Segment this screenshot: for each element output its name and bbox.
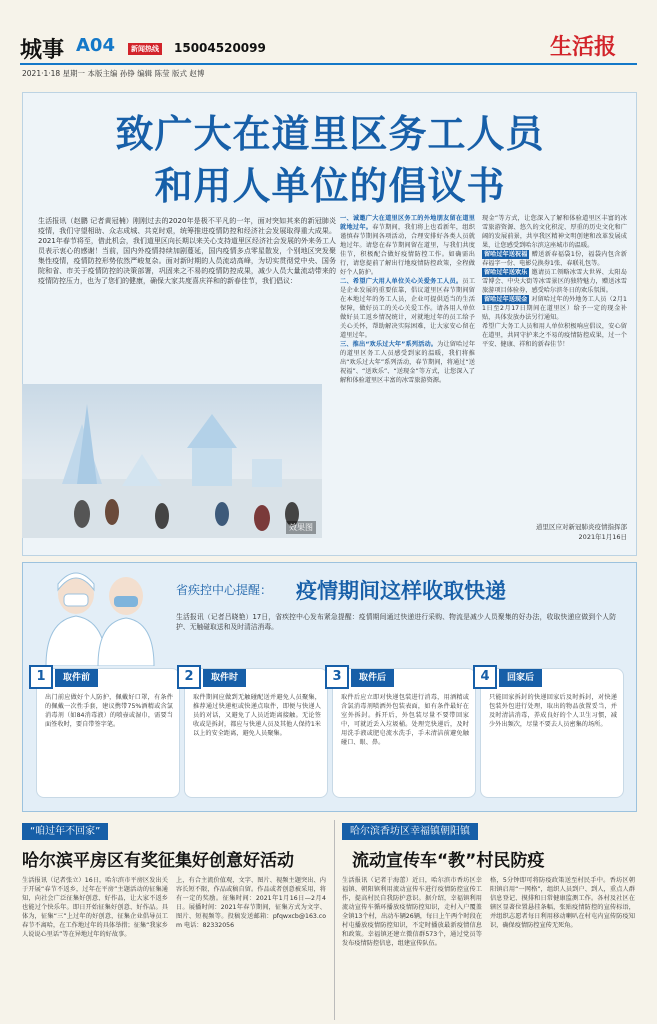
step-number: 4 — [473, 665, 497, 689]
header-rule — [20, 63, 637, 65]
bottom-left-headline: 哈尔滨平房区有奖征集好创意好活动 — [22, 851, 294, 871]
step-card-4 — [480, 668, 624, 798]
newspaper-logo: 生活报 — [550, 34, 617, 60]
bottom-right-kicker: 哈尔滨香坊区幸福镇朝阳镇 — [342, 823, 478, 840]
signature-org: 道里区应对新冠肺炎疫情指挥部 — [536, 523, 627, 531]
col3-paragraph-5: 希望广大务工人员和用人单位积极响应倡议，安心留在道里，共同守护来之不易的疫情防控成果，过一个平安、健康、祥和的新春佳节！ — [482, 323, 627, 348]
headline-line-1: 致广大在道里区务工人员 — [115, 112, 545, 156]
proposal-heading-3: 三、推出“欢乐过大年”系列活动。 — [340, 341, 438, 348]
step-card-3 — [332, 668, 476, 798]
rendering-photo — [22, 384, 322, 538]
step-text: 取件期间应做到无触碰配送并避免人员聚集，推荐通过快递柜或快递点取件，即便与快递人员的对话，又避免了人员近距离接触。无论签收或是拆封，都应与快递人员及其他人保持1米以上的安全距离，避免人员聚集。 — [193, 694, 321, 737]
step-text: 取件后应立即对快递包装进行消毒，用酒精或含氯消毒剂喷洒外包装表面，如有条件最好在室外拆封。拆开后，外包装尽量不要带回家中，可就近丢入垃圾桶。处理完快递后，及时用洗手液或肥皂流水洗手，手未清洁前避免触碰口、眼、鼻。 — [341, 694, 469, 746]
col3-paragraph-3: 邀请员工领略冰雪大世界、太阳岛雪博会、中央大街等冰雪景区的独特魅力，赠送冰雪旅游项目体验券，感受哈尔滨冬日的欢乐氛围。 — [482, 269, 627, 294]
step-text: 出门前应做好个人防护，佩戴好口罩，有条件的佩戴一次性手套，建议携带75%酒精或含氯消毒剂（如84消毒液）的喷壶或湿巾，需要当面签收时，要自带签字笔。 — [45, 694, 173, 728]
section-title: 城事 — [20, 38, 65, 63]
step-label: 回家后 — [499, 669, 542, 687]
middle-kicker: 省疾控中心提醒： — [176, 583, 273, 597]
step-card-1 — [36, 668, 180, 798]
intro-paragraph: 生活报讯（赵鹏 记者黄冠楠）刚刚过去的2020年是极不平凡的一年，面对突如其来的新冠肺炎疫情，我们守望相助、众志成城、共克时艰，统筹推进疫情防控和经济社会发展取得重大成果。2021年春节将至，借此机会，我们道里区向长期以来关心支持道里区经济社会发展的外来务工人员表示衷心的感谢！当前，国内外疫情持续加剧蔓延，国内疫情多点零星散发，个别地区突发聚集性疫情，疫情防控形势依然严峻复杂。面对新时期的人员流动高峰，为切实贯彻党中央、国务院和省、市关于疫情防控的决策部署，巩固来之不易的疫情防控成果，减少人员大量流动带来的疫情防控压力，也为了您们的健康，确保大家共度喜庆祥和的新春佳节，我们倡议： — [38, 217, 336, 285]
middle-lead: 生活报讯（记者吕晓艳）17日，省疾控中心发布紧急提醒：疫情期间通过快递进行采购、物流是减少人员聚集的好办法，收取快递应做到个人防护、无触碰取送和及时清洁消毒。 — [176, 613, 616, 631]
proposal-heading-2: 二、希望广大用人单位关心关爱务工人员。 — [340, 278, 463, 285]
main-headline — [70, 108, 590, 212]
hotline-badge: 新闻热线 — [128, 43, 162, 55]
step-number: 1 — [29, 665, 53, 689]
step-text: 只能回家拆封的快递回家后及时拆封，对快递包装外包进行处理，取出的物品放置妥当，并及时清洁消毒，养成良好的个人卫生习惯，减少外出频次，尽量不要去人员密集的场所。 — [489, 694, 617, 728]
step-label: 取件前 — [55, 669, 98, 687]
bottom-left-column-1: 生活报讯（记者张立）16日，哈尔滨市平房区发出关于开展“春节不返乡，过年在平房”主题活动的征集通知，向社会广泛征集好创意、好作品，让大家不返乡也能过个快乐年。即日开始征集好创意、好作品。具体为，征集“三”上过年的好创意，征集企业倡导员工春节不离哈，在工作地过年的具体举措；征集“我家乡人说说心里话”等在异地过年的好故事。 — [22, 877, 168, 938]
proposal-body-3: 为让留哈过年的道里区务工人员感受到家的温暖，我们将推出“欢乐过大年”系列活动，春节期间，将通过“送祝福”、“送欢乐”、“送现金”等方式，让您深入了解和体验道里区丰富的冰雪旅游资源。 — [340, 341, 475, 384]
column-divider — [334, 820, 335, 1020]
bottom-right-headline: 流动宣传车“教”村民防疫 — [352, 851, 545, 871]
signature-date: 2021年1月16日 — [578, 533, 627, 541]
tag-send-cash: 留哈过年送现金 — [484, 296, 528, 303]
hotline-phone: 15004520099 — [174, 41, 266, 55]
step-number: 2 — [177, 665, 201, 689]
proposal-body-1: 春节期间，我们将上也看新年，组织谨慎春节期间各项活动，合理安排好各类人员就地过年。请您在春节期间留在道里，与我们共度佳节，积极配合做好疫情防控工作。如确需出行，请您提前了解出行地疫情防控政策，全程做好个人防护。 — [340, 224, 475, 276]
proposal-body-2: 员工是企业发展的重要依靠，倡议道里区春节期间留在本地过年的务工人员，企业可提供适当的生活保障，做好员工的关心关爱工作。请各用人单位做好员工返乡情况统计，对就地过年的员工给予关心关怀，帮助解决实际困难，让大家安心留在道里过年。 — [340, 278, 475, 339]
main-column-3 — [482, 214, 627, 544]
ice-sculpture-illustration — [22, 384, 322, 538]
page-number: A04 — [76, 35, 115, 56]
step-card-2 — [184, 668, 328, 798]
step-label: 取件后 — [351, 669, 394, 687]
bottom-left-column-2: 上，有合主流价值观，文字、图片、视频主题突出、内容长短不限，作品或稿自留。作品或者创意被采用，将有一定的奖励。征集时间：2021年1月16日—2月4日。展播时间：2021年春节期间，征集方式为文字、图片、短视频等。投稿发送邮箱：pfqwxcb@163.com 电话：82332056 — [176, 877, 326, 929]
bottom-right-column-2: 格，5分钟即可将防疫政策送至村民手中。香坊区朝阳镇启用“一网格”，组织人员到户、到人，重点人群信息登记、摸排和日常健康监测工作。各村及社区在辖区显著位置悬挂条幅，张贴疫情防控的宣传标语，并组织志愿者每日利用移动喇叭在村屯内宣传防疫知识，确保疫情防控宣传无死角。 — [490, 877, 635, 929]
issue-meta: 2021·1·18 星期一 本版主编 孙铮 编辑 陈莹 版式 赵博 — [22, 69, 205, 78]
medical-workers-illustration — [26, 566, 166, 666]
main-column-2 — [340, 214, 475, 544]
step-number: 3 — [325, 665, 349, 689]
photo-caption: 效果图 — [286, 521, 316, 534]
col3-paragraph-1: 现金”等方式，让您深入了解和体验道里区丰富的冰雪旅游资源、悠久的文化积淀、厚重的历史文化和广阔的发展前景，共享我区精神文明创建和改革发展成果，让您感受到哈尔滨这座城市的温暖。 — [482, 215, 627, 249]
col3-paragraph-4: 对留哈过年的外地务工人员（2月11日至2月17日期间在道里区）给予一定的现金补贴，具体发放办法另行通知。 — [482, 296, 627, 321]
tag-send-joy: 留哈过年送欢乐 — [484, 269, 528, 276]
proposal-heading-1: 一、诚邀广大在道里区务工的外地朋友留在道里就地过年。 — [340, 215, 475, 231]
tag-send-blessing: 留哈过年送祝福 — [484, 251, 528, 258]
middle-headline: 疫情期间这样收取快递 — [296, 579, 506, 603]
headline-line-2: 和用人单位的倡议书 — [154, 164, 506, 208]
bottom-left-kicker: “咱过年不回家” — [22, 823, 108, 840]
step-label: 取件时 — [203, 669, 246, 687]
col3-paragraph-2: 赠送新春福袋1份，福袋内包含新春福字一份、电影兑换券1张、春联礼包等。 — [482, 251, 627, 267]
bottom-right-column-1: 生活报讯（记者于海蕾）近日，哈尔滨市香坊区幸福镇、朝阳镇利用流动宣传车进行疫情防控宣传工作，提高村民自我防护意识。据介绍，幸福镇利用流动宣传车循环播放疫情防控知识，走村入户覆盖全镇13个村，出动车辆26辆，每日上午两个时段在村屯播放疫情防控知识，不定时播放最新疫情信息和政策。幸福镇还建立微信群573个，通过党员等发布疫情防控信息，组建宣传队伍。 — [342, 877, 482, 947]
